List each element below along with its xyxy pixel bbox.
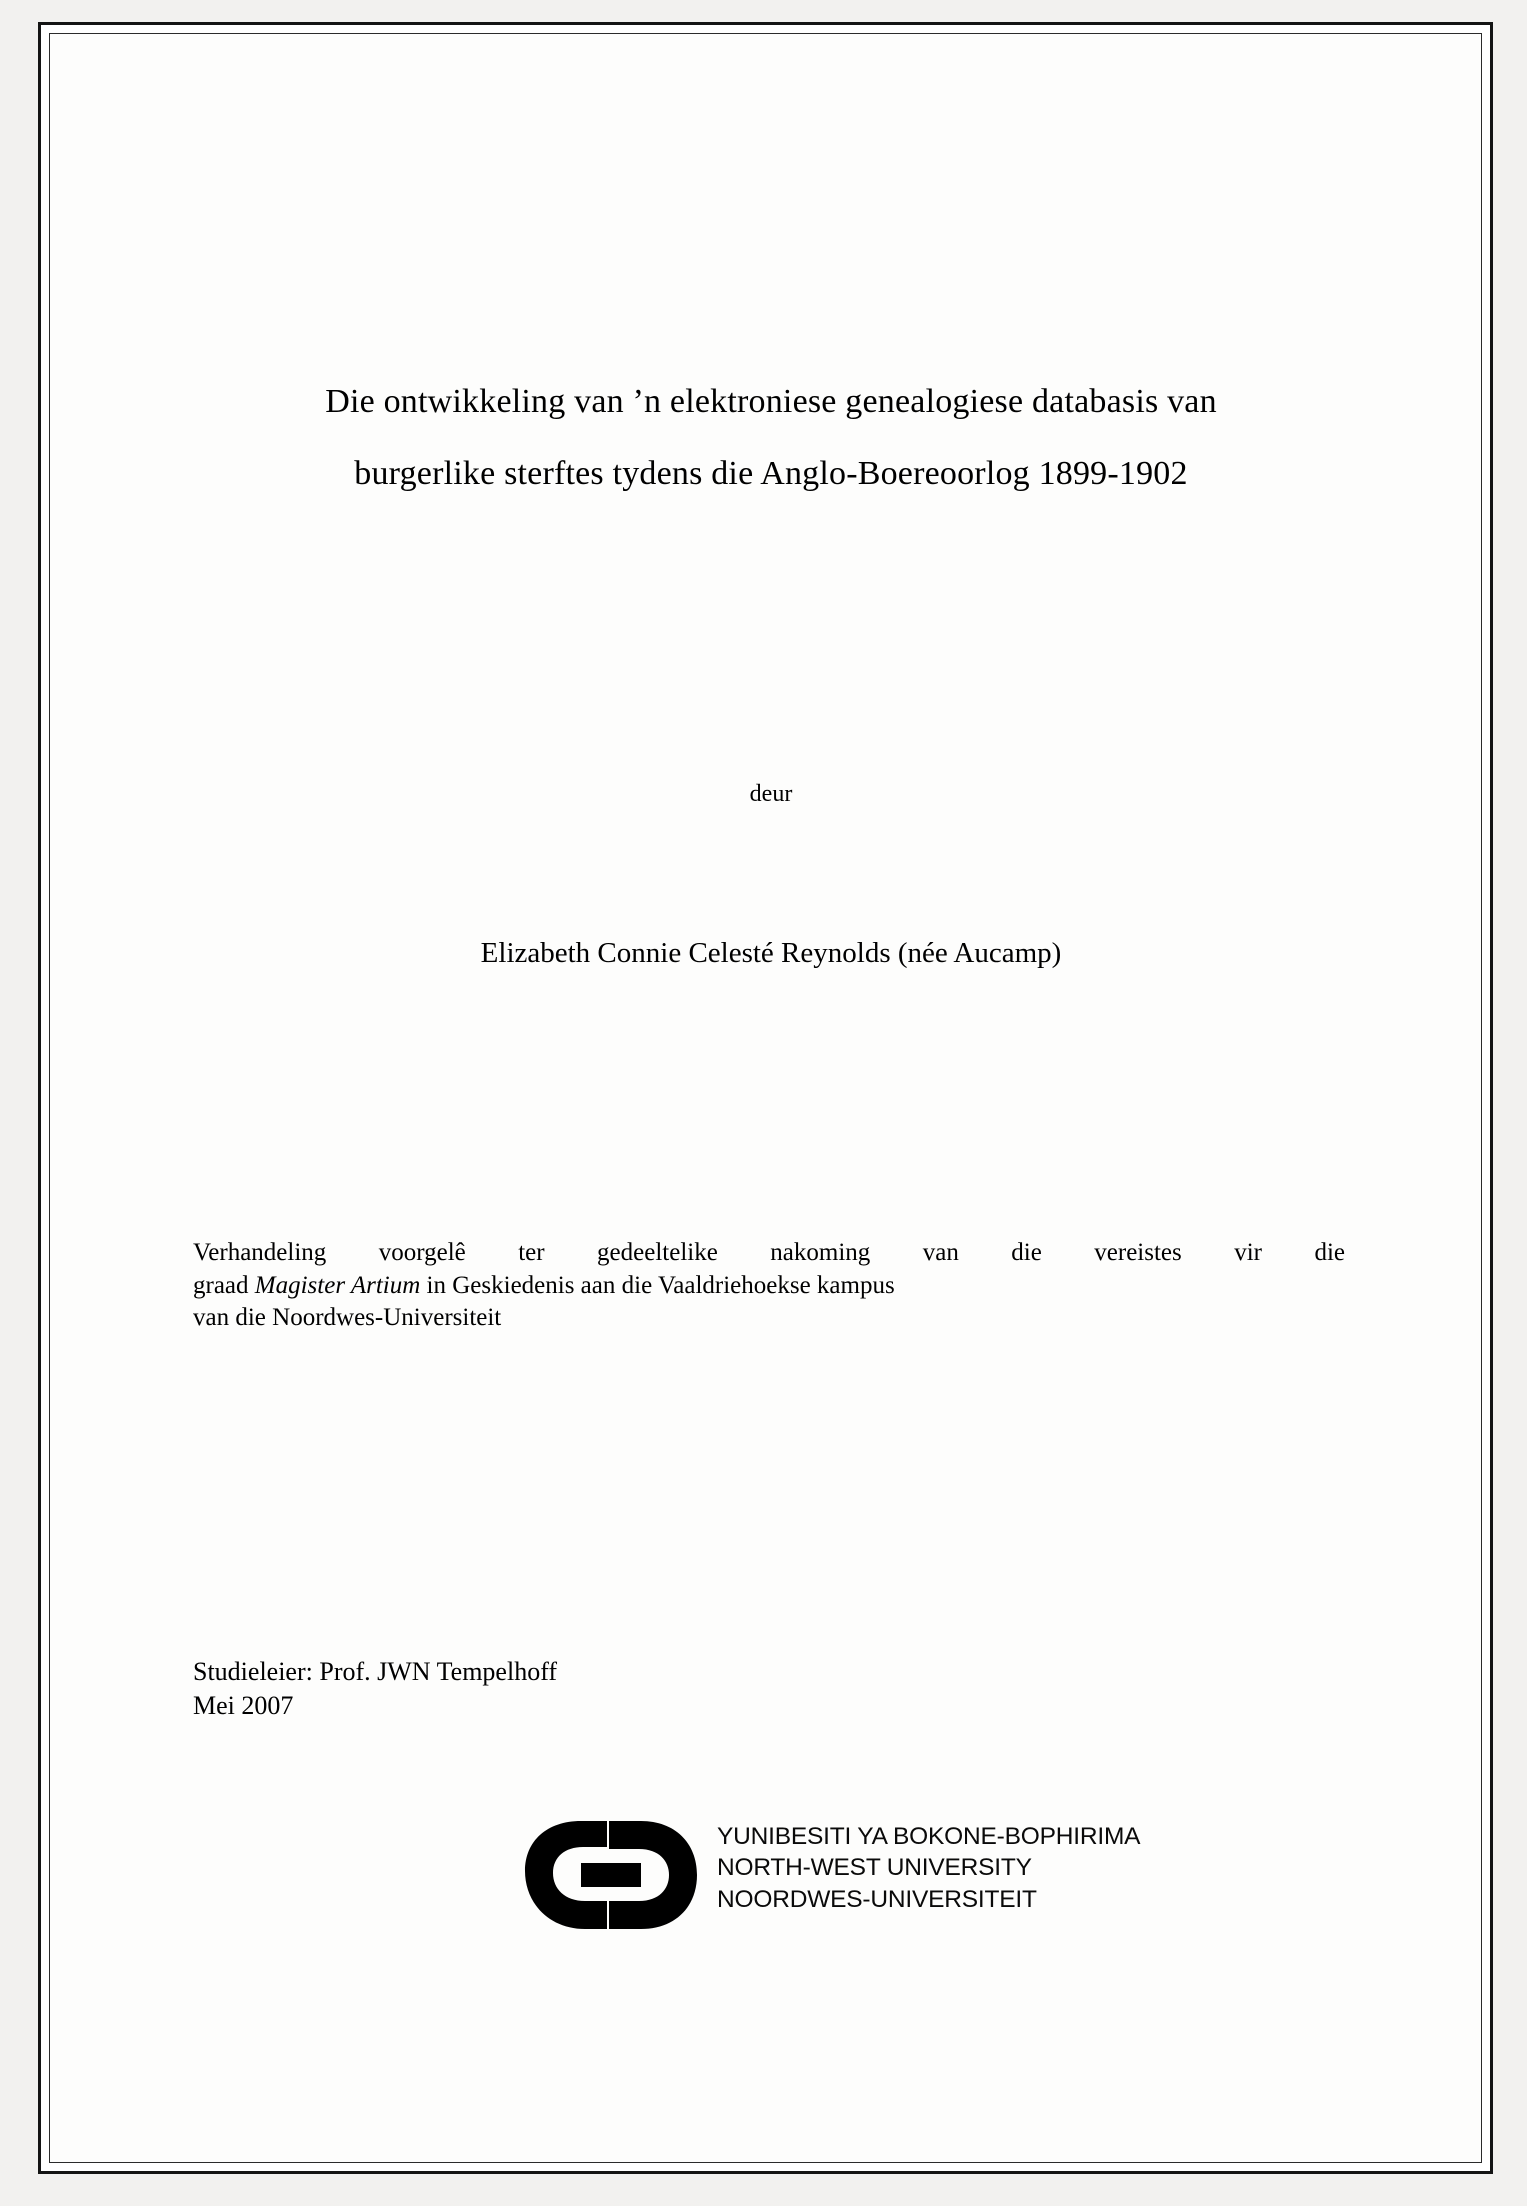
- byline-label: deur: [749, 781, 793, 807]
- author-name: Elizabeth Connie Celesté Reynolds (née Aucamp): [480, 937, 1062, 969]
- university-logo-block: [521, 1815, 1321, 1945]
- degree-line2-suffix: in Geskiedenis aan die Vaaldriehoekse kampus: [420, 1271, 895, 1299]
- degree-statement-line-2: [193, 1270, 1345, 1303]
- degree-name-italic: Magister Artium: [254, 1271, 421, 1299]
- supervisor-and-date: [193, 1655, 1093, 1724]
- degree-statement-line-3: van die Noordwes-Universiteit: [193, 1304, 502, 1331]
- page-content: [191, 25, 1351, 2171]
- degree-line2-prefix: graad: [193, 1271, 255, 1299]
- logo-line-1: YUNIBESITI YA BOKONE-BOPHIRIMA: [717, 1823, 1141, 1850]
- page-title: [191, 385, 1351, 491]
- date-line: Mei 2007: [193, 1691, 294, 1721]
- title-line-1: Die ontwikkeling van ’n elektroniese genealogiese databasis van: [325, 383, 1217, 420]
- university-logo-text: [717, 1821, 1140, 1915]
- north-west-university-logo-icon: [521, 1819, 721, 1931]
- page-border-outer: [38, 22, 1493, 2174]
- degree-statement: [193, 1237, 1345, 1335]
- degree-statement-line-1: Verhandeling voorgelê ter gedeeltelike nakoming van die vereistes vir die: [193, 1239, 1345, 1266]
- supervisor-line: Studieleier: Prof. JWN Tempelhoff: [193, 1657, 558, 1686]
- logo-line-2: NORTH-WEST UNIVERSITY: [717, 1854, 1032, 1882]
- title-line-2: burgerlike sterftes tydens die Anglo-Boereoorlog 1899-1902: [354, 455, 1188, 492]
- logo-line-3: NOORDWES-UNIVERSITEIT: [717, 1885, 1037, 1913]
